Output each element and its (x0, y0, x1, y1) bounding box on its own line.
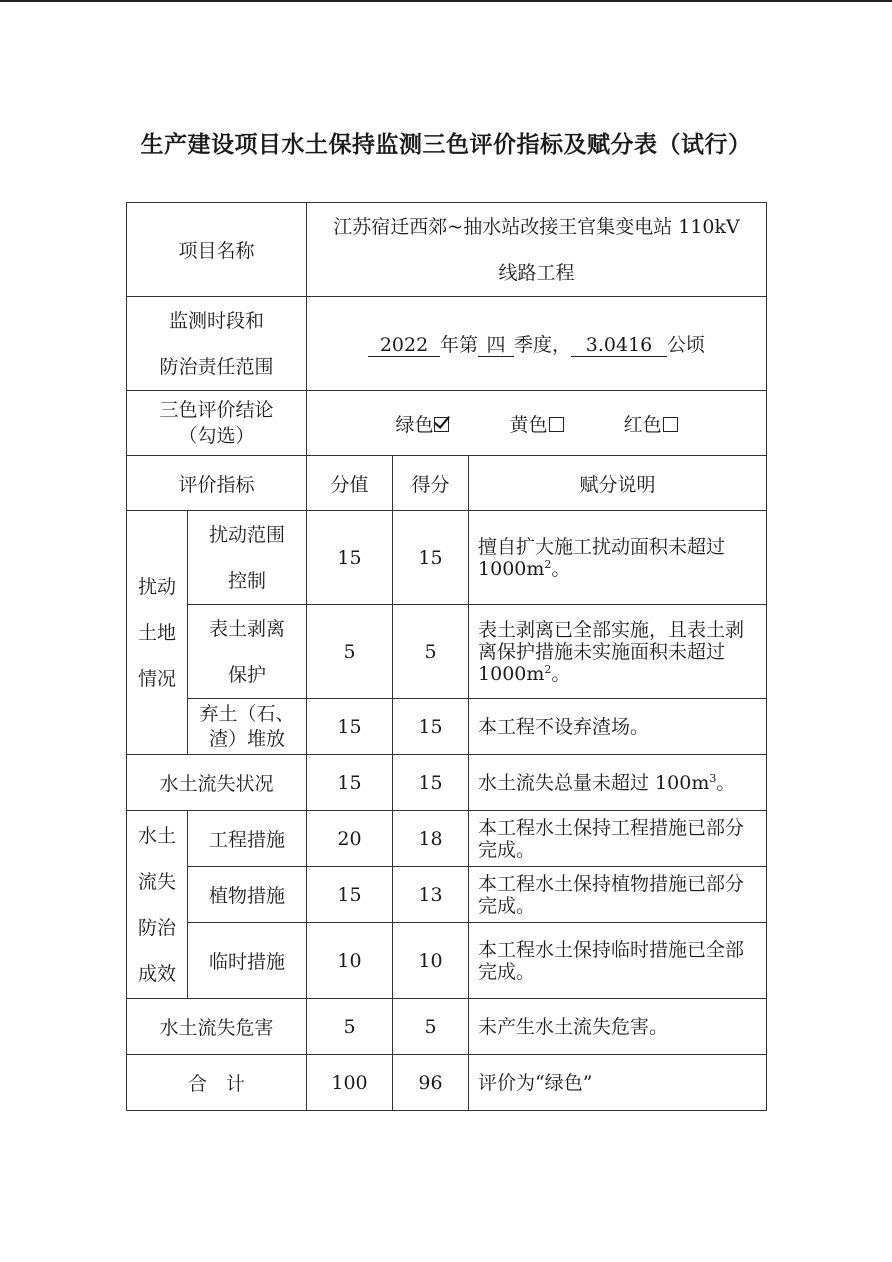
option-yellow[interactable] (510, 410, 564, 437)
table-row (127, 867, 767, 923)
period-year: 2022 (368, 334, 440, 357)
indicator-name-line1: 弃土（石、 (199, 702, 295, 725)
header-score: 分值 (307, 456, 393, 511)
conclusion-options (307, 391, 767, 456)
header-explain: 赋分说明 (469, 456, 767, 511)
explain-text-tail: 1000m (478, 557, 545, 580)
period-row (127, 297, 767, 391)
group-control-line3: 防治 (137, 916, 176, 939)
group-disturb-line2: 土地 (137, 621, 176, 644)
unchecked-box-icon[interactable] (549, 417, 564, 432)
header-indicator: 评价指标 (127, 456, 307, 511)
table-row (127, 605, 767, 699)
checked-box-icon[interactable] (434, 417, 449, 432)
project-value (307, 203, 767, 297)
project-label: 项目名称 (127, 203, 307, 297)
total-score: 100 (307, 1055, 393, 1111)
group-control-label (127, 811, 188, 999)
explain-cell: 本工程水土保持植物措施已部分完成。 (469, 867, 767, 923)
explain-text: 表土剥离已全部实施，且表土剥离保护措施未实施面积未超过 (478, 618, 745, 663)
total-row (127, 1055, 767, 1111)
explain-superscript: 2 (544, 662, 552, 676)
option-green-label: 绿色 (395, 413, 434, 436)
option-red[interactable] (624, 410, 678, 437)
explain-text-tail: 1000m (478, 662, 545, 685)
indicator-name: 水土流失状况 (127, 755, 307, 811)
table-row (127, 923, 767, 999)
group-disturb-label (127, 511, 188, 755)
group-control-line4: 成效 (137, 962, 176, 985)
obtained-cell: 13 (393, 867, 469, 923)
total-label: 合 计 (127, 1055, 307, 1111)
explain-cell (469, 511, 767, 605)
conclusion-row (127, 391, 767, 456)
option-yellow-label: 黄色 (509, 413, 548, 436)
option-red-label: 红色 (623, 413, 662, 436)
obtained-cell: 10 (393, 923, 469, 999)
total-explain: 评价为“绿色” (469, 1055, 767, 1111)
explain-cell (469, 755, 767, 811)
explain-cell (469, 605, 767, 699)
period-area-unit: 公顷 (667, 334, 706, 356)
period-value (307, 297, 767, 391)
score-cell: 10 (307, 923, 393, 999)
table-row (127, 755, 767, 811)
project-value-line2: 线路工程 (498, 261, 575, 284)
explain-text-end: 。 (551, 662, 571, 685)
project-value-line1: 江苏宿迁西郊~抽水站改接王官集变电站 110kV (333, 215, 740, 238)
score-cell: 15 (307, 755, 393, 811)
explain-superscript: 3 (709, 771, 717, 785)
explain-cell: 本工程水土保持临时措施已全部完成。 (469, 923, 767, 999)
score-cell: 15 (307, 699, 393, 755)
explain-cell: 本工程水土保持工程措施已部分完成。 (469, 811, 767, 867)
period-label-line1: 监测时段和 (169, 309, 265, 332)
obtained-cell: 5 (393, 999, 469, 1055)
indicator-name: 水土流失危害 (127, 999, 307, 1055)
explain-text-end: 。 (551, 557, 571, 580)
indicator-name-line2: 渣）堆放 (209, 727, 286, 750)
explain-text: 水土流失总量未超过 100m (478, 771, 710, 794)
document-title: 生产建设项目水土保持监测三色评价指标及赋分表（试行） (140, 132, 752, 158)
explain-cell: 本工程不设弃渣场。 (469, 699, 767, 755)
unchecked-box-icon[interactable] (663, 417, 678, 432)
conclusion-label-line2: （勾选） (178, 425, 255, 447)
table-row (127, 811, 767, 867)
option-green[interactable] (395, 410, 449, 437)
score-cell: 5 (307, 605, 393, 699)
group-control-line1: 水土 (137, 824, 176, 847)
indicator-name: 工程措施 (188, 811, 307, 867)
table-row (127, 699, 767, 755)
total-obtained: 96 (393, 1055, 469, 1111)
period-label-line2: 防治责任范围 (159, 355, 274, 378)
header-obtained: 得分 (393, 456, 469, 511)
period-year-text: 年第 (440, 334, 479, 356)
explain-cell: 未产生水土流失危害。 (469, 999, 767, 1055)
indicator-name (188, 605, 307, 699)
obtained-cell: 18 (393, 811, 469, 867)
period-quarter-text: 季度， (514, 334, 572, 356)
period-label (127, 297, 307, 391)
explain-text-end: 。 (716, 771, 736, 794)
indicator-name: 植物措施 (188, 867, 307, 923)
explain-superscript: 2 (544, 557, 552, 571)
table-row (127, 511, 767, 605)
obtained-cell: 15 (393, 511, 469, 605)
indicator-name-line2: 控制 (228, 569, 267, 592)
indicator-name-line1: 扰动范围 (209, 523, 286, 546)
conclusion-label (127, 391, 307, 456)
table-row (127, 999, 767, 1055)
project-row (127, 203, 767, 297)
period-quarter: 四 (478, 334, 514, 357)
score-cell: 15 (307, 867, 393, 923)
indicator-name (188, 511, 307, 605)
indicator-name: 临时措施 (188, 923, 307, 999)
conclusion-label-line1: 三色评价结论 (159, 399, 274, 421)
obtained-cell: 15 (393, 699, 469, 755)
score-cell: 20 (307, 811, 393, 867)
period-area: 3.0416 (571, 334, 667, 357)
explain-text: 擅自扩大施工扰动面积未超过 (478, 535, 726, 558)
obtained-cell: 15 (393, 755, 469, 811)
indicator-name-line2: 保护 (228, 663, 267, 686)
score-cell: 15 (307, 511, 393, 605)
indicator-name-line1: 表土剥离 (209, 617, 286, 640)
group-disturb-line1: 扰动 (137, 575, 176, 598)
obtained-cell: 5 (393, 605, 469, 699)
top-border-line (0, 0, 892, 2)
header-row (127, 456, 767, 511)
group-control-line2: 流失 (137, 870, 176, 893)
evaluation-table (126, 202, 767, 1111)
group-disturb-line3: 情况 (137, 667, 176, 690)
indicator-name (188, 699, 307, 755)
score-cell: 5 (307, 999, 393, 1055)
